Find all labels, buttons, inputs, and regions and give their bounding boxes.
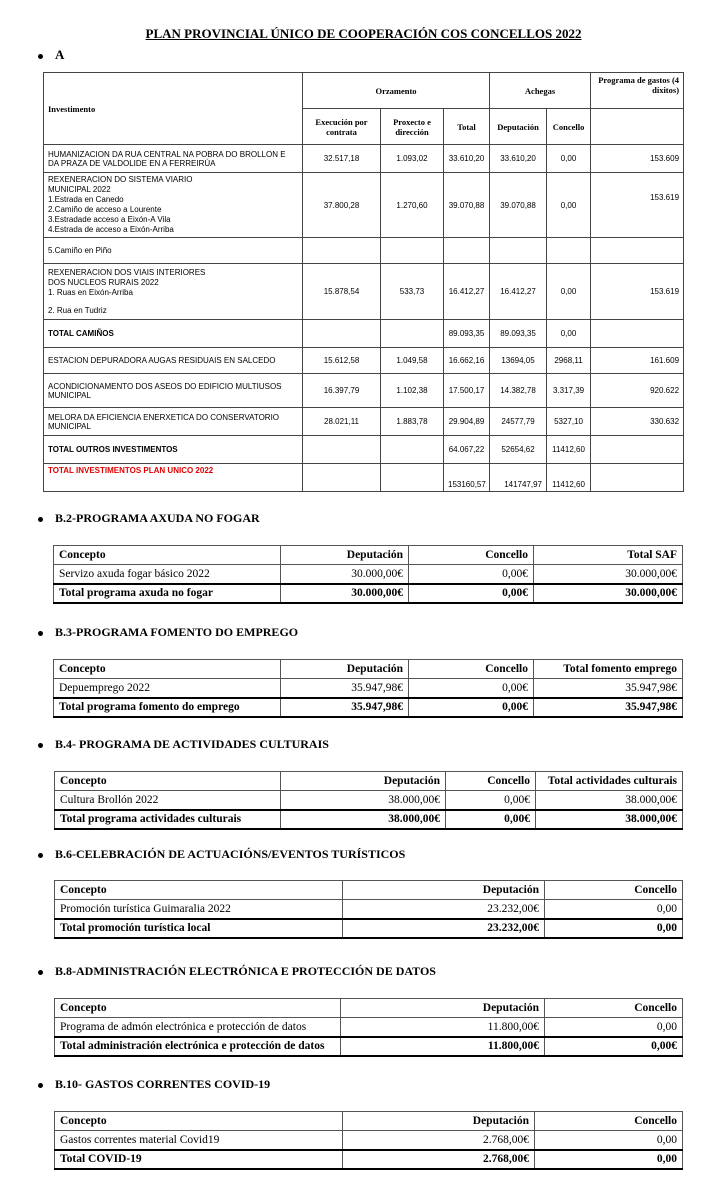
table-row: ACONDICIONAMENTO DOS ASEOS DO EDIFICIO MULTIUSOS MUNICIPAL 16.397,79 1.102,38 17.500,17 14.382,78 3.317,39 920.622 xyxy=(44,374,684,408)
table-row: ESTACION DEPURADORA AUGAS RESIDUAIS EN SALCEDO 15.612,58 1.049,58 16.662,16 13694,05 2968,11 161.609 xyxy=(44,348,684,374)
table-row: Gastos correntes material Covid19 2.768,00€ 0,00 xyxy=(55,1131,683,1150)
b6-table: Concepto Deputación Concello Promoción turística Guimaralia 2022 23.232,00€ 0,00 Total promoción turística local 23.232,00€ 0,00 xyxy=(54,880,683,939)
table-row: MELORA DA EFICIENCIA ENERXETICA DO CONSERVATORIO MUNICIPAL 28.021,11 1.883,78 29.904,89 24577,79 5327,10 330.632 xyxy=(44,408,684,436)
section-b3-heading: B.3-PROGRAMA FOMENTO DO EMPREGO xyxy=(38,625,298,640)
page-title: PLAN PROVINCIAL ÚNICO DE COOPERACIÓN COS CONCELLOS 2022 xyxy=(145,26,582,41)
b10-table: Concepto Deputación Concello Gastos correntes material Covid19 2.768,00€ 0,00 Total COVID-19 2.768,00€ 0,00 xyxy=(54,1111,683,1170)
section-b8-heading: B.8-ADMINISTRACIÓN ELECTRÓNICA E PROTECCIÓN DE DATOS xyxy=(38,964,436,979)
table-row: TOTAL OUTROS INVESTIMENTOS 64.067,22 52654,62 11412,60 xyxy=(44,436,684,464)
col-programa: Programa de gastos (4 díxitos) xyxy=(591,73,684,109)
col-deputacion: Deputación xyxy=(490,109,547,145)
section-b2-heading: B.2-PROGRAMA AXUDA NO FOGAR xyxy=(38,511,260,526)
total-row: Total promoción turística local 23.232,00€ 0,00 xyxy=(55,919,683,938)
section-b10-heading: B.10- GASTOS CORRENTES COVID-19 xyxy=(38,1077,270,1092)
section-b6-heading: B.6-CELEBRACIÓN DE ACTUACIÓNS/EVENTOS TURÍSTICOS xyxy=(38,847,405,862)
col-concello: Concello xyxy=(547,109,591,145)
total-row: Total administración electrónica e protección de datos 11.800,00€ 0,00€ xyxy=(55,1037,683,1056)
col-investimento: Investimento xyxy=(44,73,303,145)
col-execucion: Execución por contrata xyxy=(303,109,381,145)
table-row: REXENERACION DO SISTEMA VIARIO MUNICIPAL 2022 1.Estrada en Canedo 2.Camiño de acceso a Lourente 3.Estradade acceso a Eixón-A Vila 4.Estrada de acceso a Eixón-Arriba 37.800,28 1.270,60 39.070,88 39.070,88 0,00 153.619 xyxy=(44,173,684,238)
total-row: Total programa axuda no fogar 30.000,00€ 0,00€ 30.000,00€ xyxy=(54,584,683,603)
col-orzamento: Orzamento xyxy=(303,73,490,109)
table-row: 5.Camiño en Piño xyxy=(44,238,684,264)
table-row: Programa de admón electrónica e protección de datos 11.800,00€ 0,00 xyxy=(55,1018,683,1037)
total-row: Total programa fomento do emprego 35.947,98€ 0,00€ 35.947,98€ xyxy=(54,698,683,717)
table-row: Cultura Brollón 2022 38.000,00€ 0,00€ 38.000,00€ xyxy=(55,791,683,810)
table-row: TOTAL CAMIÑOS 89.093,35 89.093,35 0,00 xyxy=(44,320,684,348)
total-row: Total programa actividades culturais 38.000,00€ 0,00€ 38.000,00€ xyxy=(55,810,683,829)
b3-table: Concepto Deputación Concello Total fomento emprego Depuemprego 2022 35.947,98€ 0,00€ 35.947,98€ Total programa fomento do emprego 35.947,98€ 0,00€ 35.947,98€ xyxy=(53,659,683,718)
col-proxecto: Proxecto e dirección xyxy=(381,109,444,145)
table-row: Promoción turística Guimaralia 2022 23.232,00€ 0,00 xyxy=(55,900,683,919)
table-row: TOTAL INVESTIMENTOS PLAN UNICO 2022 153160,57 141747,97 11412,60 xyxy=(44,464,684,492)
section-a-label: A xyxy=(38,47,64,63)
total-row: Total COVID-19 2.768,00€ 0,00 xyxy=(55,1150,683,1169)
b4-table: Concepto Deputación Concello Total actividades culturais Cultura Brollón 2022 38.000,00€ 0,00€ 38.000,00€ Total programa actividades culturais 38.000,00€ 0,00€ 38.000,00€ xyxy=(54,771,683,830)
section-b4-heading: B.4- PROGRAMA DE ACTIVIDADES CULTURAIS xyxy=(38,737,329,752)
col-total: Total xyxy=(444,109,490,145)
investment-table xyxy=(43,72,684,492)
b8-table: Concepto Deputación Concello Programa de admón electrónica e protección de datos 11.800,00€ 0,00 Total administración electrónica e protección de datos 11.800,00€ 0,00€ xyxy=(54,998,683,1057)
col-achegas: Achegas xyxy=(490,73,591,109)
table-row: REXENERACION DOS VIAIS INTERIORES DOS NUCLEOS RURAIS 2022 1. Ruas en Eixón-Arriba 2. Rua en Tudriz 15.878,54 533,73 16.412,27 16.412,27 0,00 153.619 xyxy=(44,264,684,320)
table-row: Servizo axuda fogar básico 2022 30.000,00€ 0,00€ 30.000,00€ xyxy=(54,565,683,584)
table-row: HUMANIZACION DA RUA CENTRAL NA POBRA DO BROLLON E DA PRAZA DE VALDOLIDE EN A FERREIRÚA 32.517,18 1.093,02 33.610,20 33.610,20 0,00 153.609 xyxy=(44,145,684,173)
table-row: Depuemprego 2022 35.947,98€ 0,00€ 35.947,98€ xyxy=(54,679,683,698)
b2-table: Concepto Deputación Concello Total SAF Servizo axuda fogar básico 2022 30.000,00€ 0,00€ 30.000,00€ Total programa axuda no fogar 30.000,00€ 0,00€ 30.000,00€ xyxy=(53,545,683,604)
